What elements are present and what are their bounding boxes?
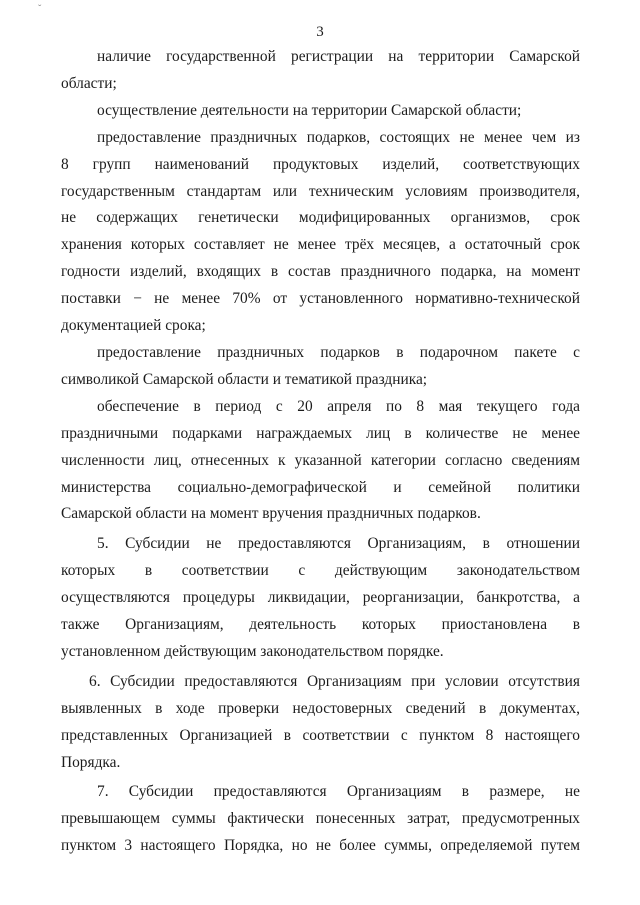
paragraph-7 (61, 779, 580, 860)
text-line: не содержащих генетически модифицированных организмов, срок (61, 209, 580, 227)
text-line: установленном действующим законодательством порядке. (61, 642, 444, 660)
text-line: превышающем суммы фактически понесенных затрат, предусмотренных (61, 810, 580, 828)
text-line: хранения которых составляет не менее трёх месяцев, а остаточный срок (61, 236, 580, 254)
text-line: 6. Субсидии предоставляются Организациям при условии отсутствия (89, 672, 580, 690)
text-line: осуществление деятельности на территории Самарской области; (97, 101, 522, 119)
text-line: 5. Субсидии не предоставляются Организациям, в отношении (97, 535, 580, 553)
paragraph-6 (61, 669, 580, 777)
text-line: выявленных в ходе проверки недостоверных сведений в документах, (61, 699, 580, 717)
text-line: наличие государственной регистрации на территории Самарской (97, 48, 580, 65)
text-line: 7. Субсидии предоставляются Организациям в размере, не (97, 783, 580, 801)
text-line: пунктом 3 настоящего Порядка, но не более суммы, определяемой путем (61, 837, 580, 855)
text-line: которых в соответствии с действующим законодательством (61, 562, 580, 580)
text-line: символикой Самарской области и тематикой праздника; (61, 370, 428, 388)
text-line: Порядка. (61, 753, 121, 771)
text-line: осуществляются процедуры ликвидации, реорганизации, банкротства, а (61, 589, 580, 607)
page-number: 3 (316, 24, 324, 40)
text-line: предоставление праздничных подарков, состоящих не менее чем из (97, 128, 580, 146)
document-body (61, 44, 580, 860)
text-line: области; (61, 74, 117, 92)
text-line: документацией срока; (61, 317, 206, 335)
text-line: также Организациям, деятельность которых приостановлена в (61, 616, 580, 634)
paragraph-state-registration (61, 44, 580, 98)
paragraph-delivery-period (61, 394, 580, 529)
paragraph-activity (61, 98, 580, 125)
text-line: праздничными подарками награждаемых лиц в количестве не менее (61, 424, 580, 442)
text-line: предоставление праздничных подарков в подарочном пакете с (97, 343, 580, 361)
scan-mark: ˇ (38, 4, 42, 15)
text-line: представленных Организацией в соответствии с пунктом 8 настоящего (61, 726, 580, 744)
text-line: годности изделий, входящих в состав праздничного подарка, на момент (61, 263, 580, 281)
text-line: обеспечение в период с 20 апреля по 8 мая текущего года (97, 397, 580, 415)
paragraph-5 (61, 531, 580, 666)
text-line: государственным стандартам или техническим условиям производителя, (61, 182, 580, 200)
text-line: поставки − не менее 70% от установленного нормативно-технической (61, 290, 580, 308)
paragraph-gift-package (61, 340, 580, 394)
text-line: Самарской области на момент вручения праздничных подарков. (61, 505, 481, 523)
paragraph-gift-composition (61, 125, 580, 340)
text-line: численности лиц, отнесенных к указанной категории согласно сведениям (61, 451, 580, 469)
text-line: 8 групп наименований продуктовых изделий, соответствующих (61, 155, 580, 173)
text-line: министерства социально-демографической и семейной политики (61, 478, 580, 496)
